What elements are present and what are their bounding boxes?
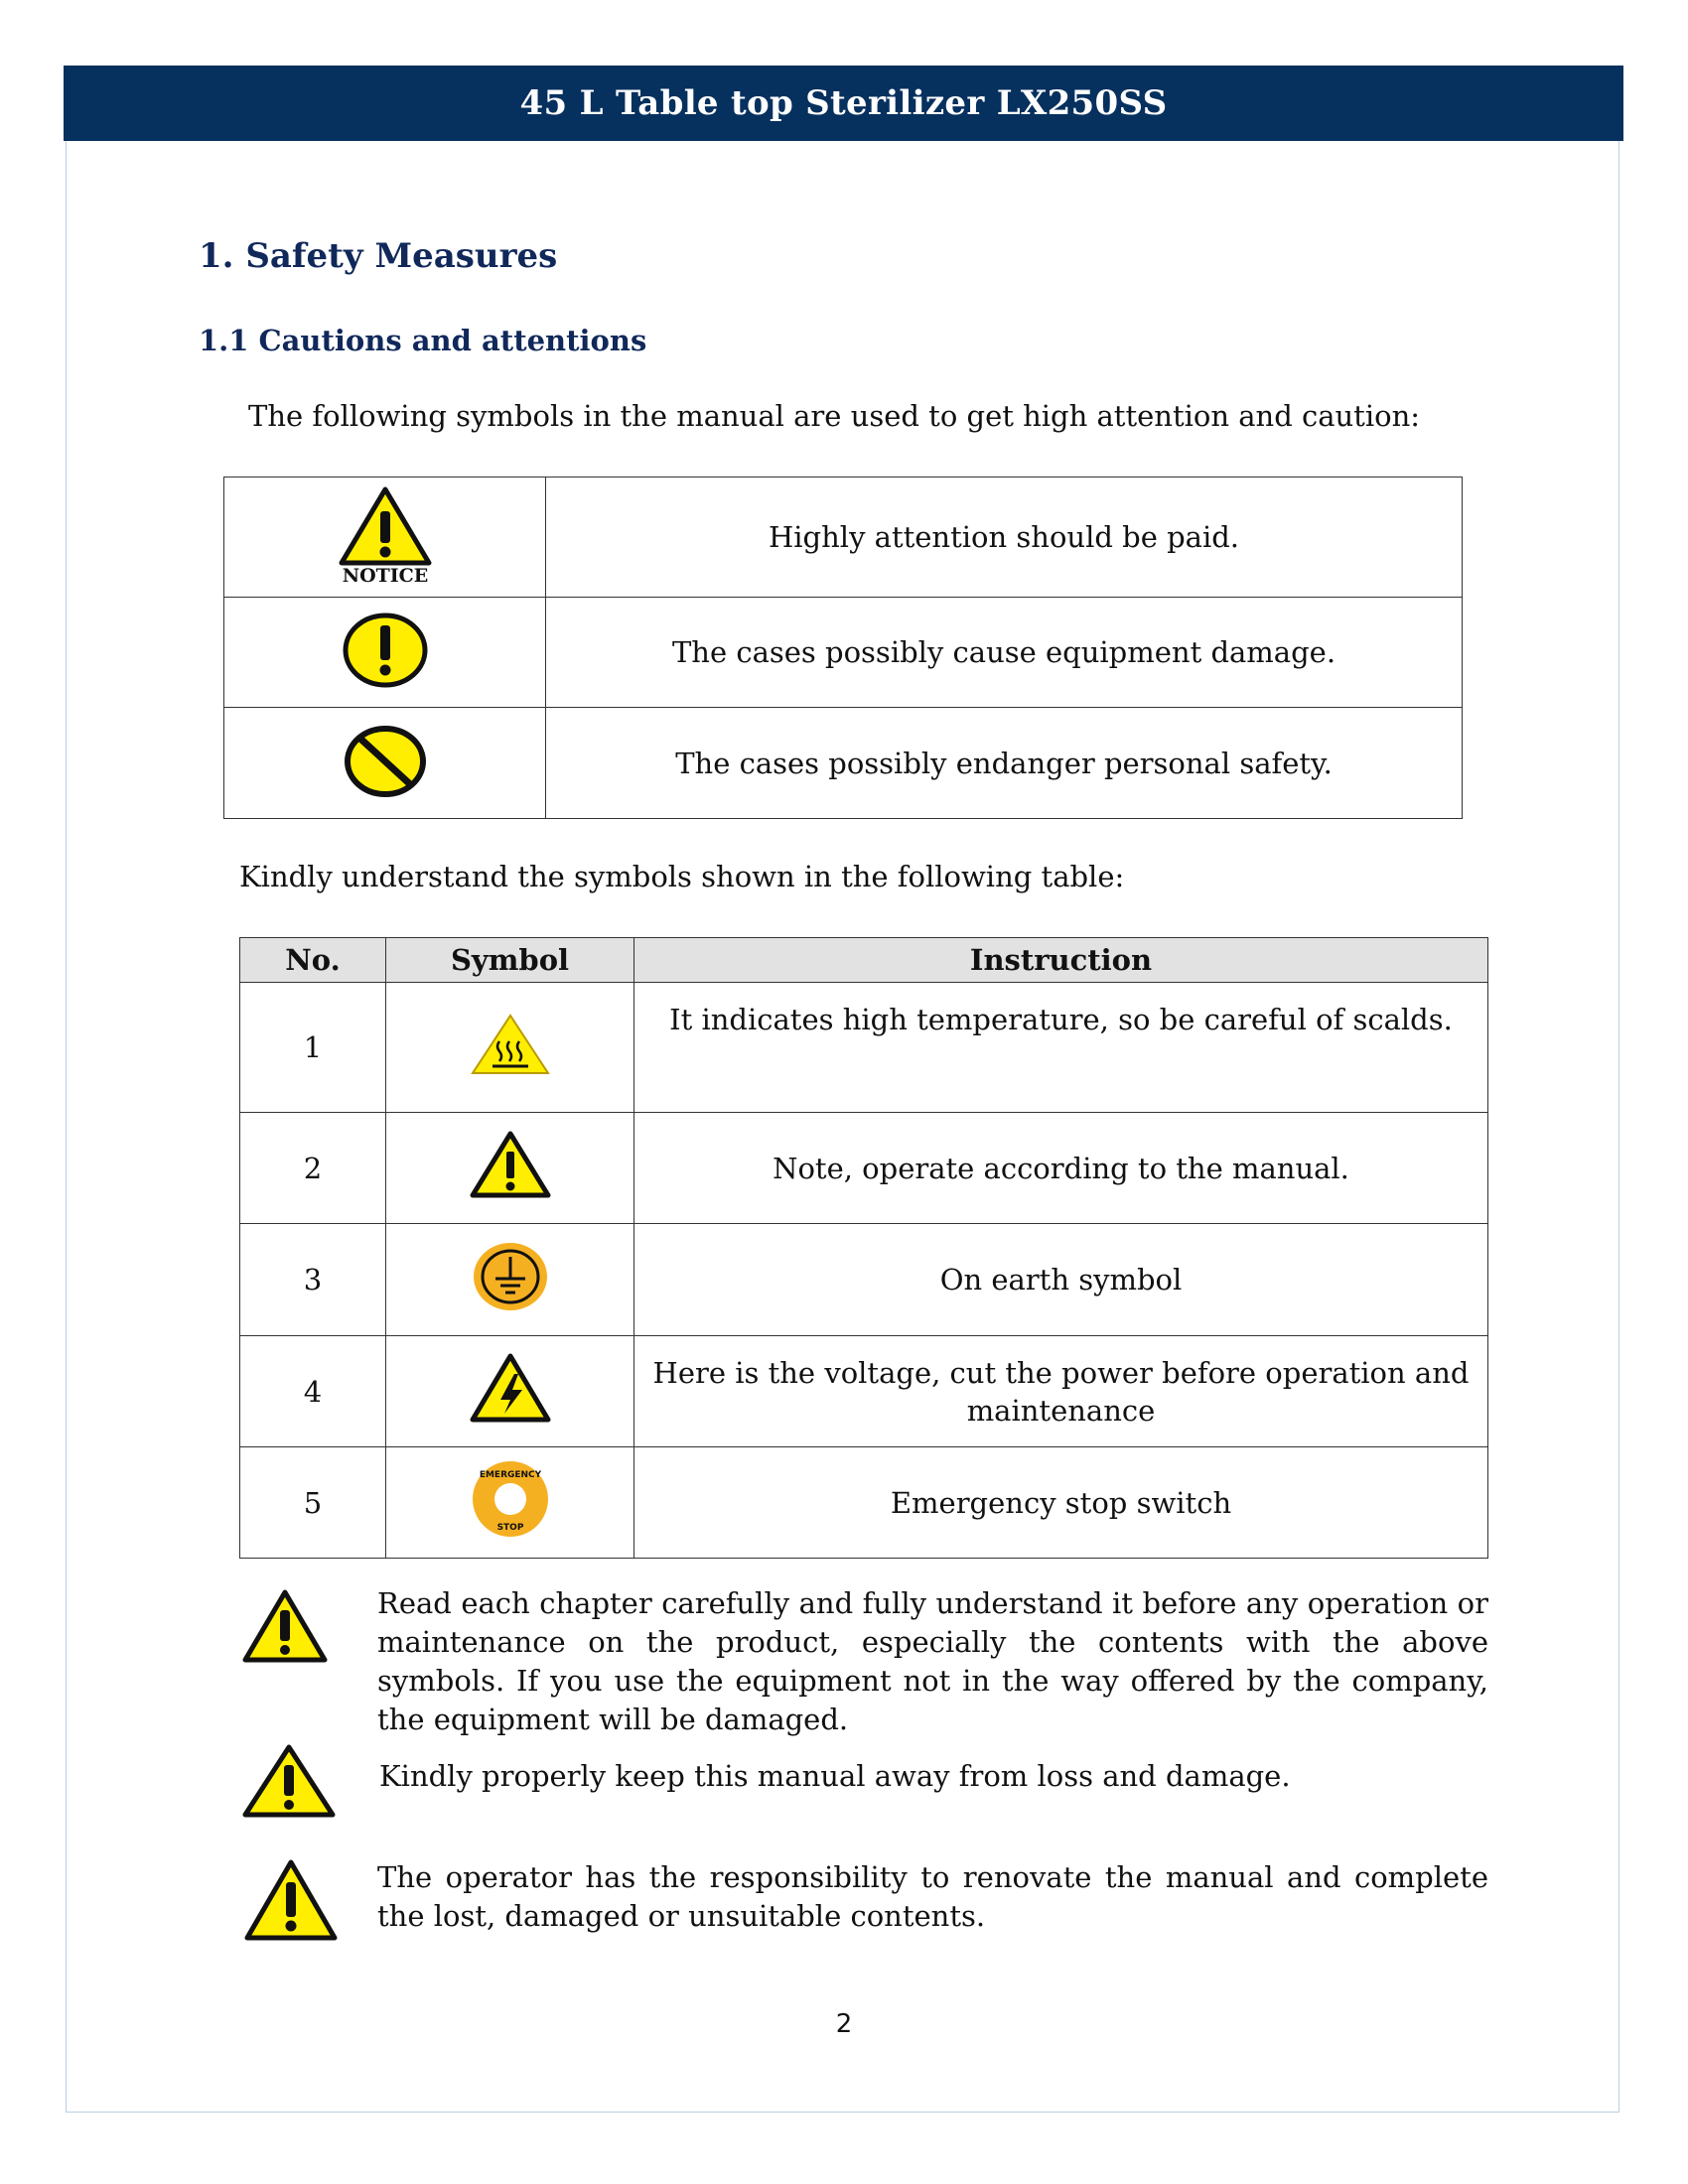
table-row (240, 1113, 1488, 1224)
note-item (239, 1743, 1488, 1823)
stop-label: STOP (496, 1523, 523, 1533)
symbol-cell (386, 983, 634, 1113)
symbol-cell (224, 478, 546, 598)
note-text: The operator has the responsibility to renovate the manual and complete the lost, damaged or unsuitable contents. (377, 1860, 1488, 1933)
table-row (240, 1336, 1488, 1447)
header-no: No. (240, 938, 386, 983)
instruction-text: Emergency stop switch (634, 1447, 1488, 1559)
caution-text: The cases possibly cause equipment damage. (546, 598, 1463, 708)
table-row (224, 708, 1463, 819)
subsection-heading: 1.1 Cautions and attentions (199, 324, 647, 357)
section-heading: 1. Safety Measures (199, 236, 558, 276)
header-instruction: Instruction (634, 938, 1488, 983)
caution-symbols-table (223, 477, 1463, 819)
warning-triangle-icon (243, 1858, 339, 1942)
warning-triangle-icon (469, 1130, 552, 1199)
table-row (240, 1447, 1488, 1559)
table-row (224, 478, 1463, 598)
header-bar (64, 66, 1623, 141)
notice-warning-triangle-icon (336, 485, 435, 585)
intro-text: The following symbols in the manual are used to get high attention and caution: (248, 399, 1421, 433)
earth-ground-icon (471, 1241, 550, 1312)
prohibition-circle-icon (341, 722, 430, 801)
table-header-row (240, 938, 1488, 983)
instruction-text: On earth symbol (634, 1224, 1488, 1336)
symbol-cell (386, 1224, 634, 1336)
row-number: 3 (240, 1224, 386, 1336)
note-item (239, 1858, 1488, 1968)
table-row (240, 983, 1488, 1113)
page-number: 2 (835, 2009, 853, 2039)
high-voltage-icon (469, 1352, 552, 1424)
instruction-text: It indicates high temperature, so be careful of scalds. (634, 983, 1488, 1113)
table-row (224, 598, 1463, 708)
row-number: 1 (240, 983, 386, 1113)
notice-label: NOTICE (342, 565, 428, 585)
symbols-table (239, 937, 1488, 1559)
row-number: 5 (240, 1447, 386, 1559)
row-number: 2 (240, 1113, 386, 1224)
note-item (239, 1584, 1488, 1743)
symbol-cell (224, 598, 546, 708)
note-text: Read each chapter carefully and fully understand it before any operation or maintenance on the product, especially the contents with the above symbols. If you use the equipment not in the way offered by the company, the equipment will be damaged. (377, 1586, 1488, 1736)
table-row (240, 1224, 1488, 1336)
instruction-text: Note, operate according to the manual. (634, 1113, 1488, 1224)
emergency-label: EMERGENCY (479, 1470, 541, 1480)
warning-triangle-icon (241, 1743, 337, 1819)
symbol-cell (224, 708, 546, 819)
caution-text: The cases possibly endanger personal safety. (546, 708, 1463, 819)
document-title: 45 L Table top Sterilizer LX250SS (519, 83, 1168, 123)
header-symbol: Symbol (386, 938, 634, 983)
exclamation-circle-icon (341, 611, 430, 690)
row-number: 4 (240, 1336, 386, 1447)
symbol-cell (386, 1113, 634, 1224)
warning-triangle-icon (241, 1588, 329, 1664)
instruction-text: Here is the voltage, cut the power before operation and maintenance (634, 1336, 1488, 1447)
emergency-stop-icon (470, 1458, 551, 1540)
symbol-cell (386, 1336, 634, 1447)
note-text: Kindly properly keep this manual away from loss and damage. (379, 1759, 1291, 1793)
caution-text: Highly attention should be paid. (546, 478, 1463, 598)
hot-surface-icon (469, 1012, 552, 1077)
symbol-cell (386, 1447, 634, 1559)
symbols-intro-text: Kindly understand the symbols shown in the following table: (239, 860, 1125, 893)
